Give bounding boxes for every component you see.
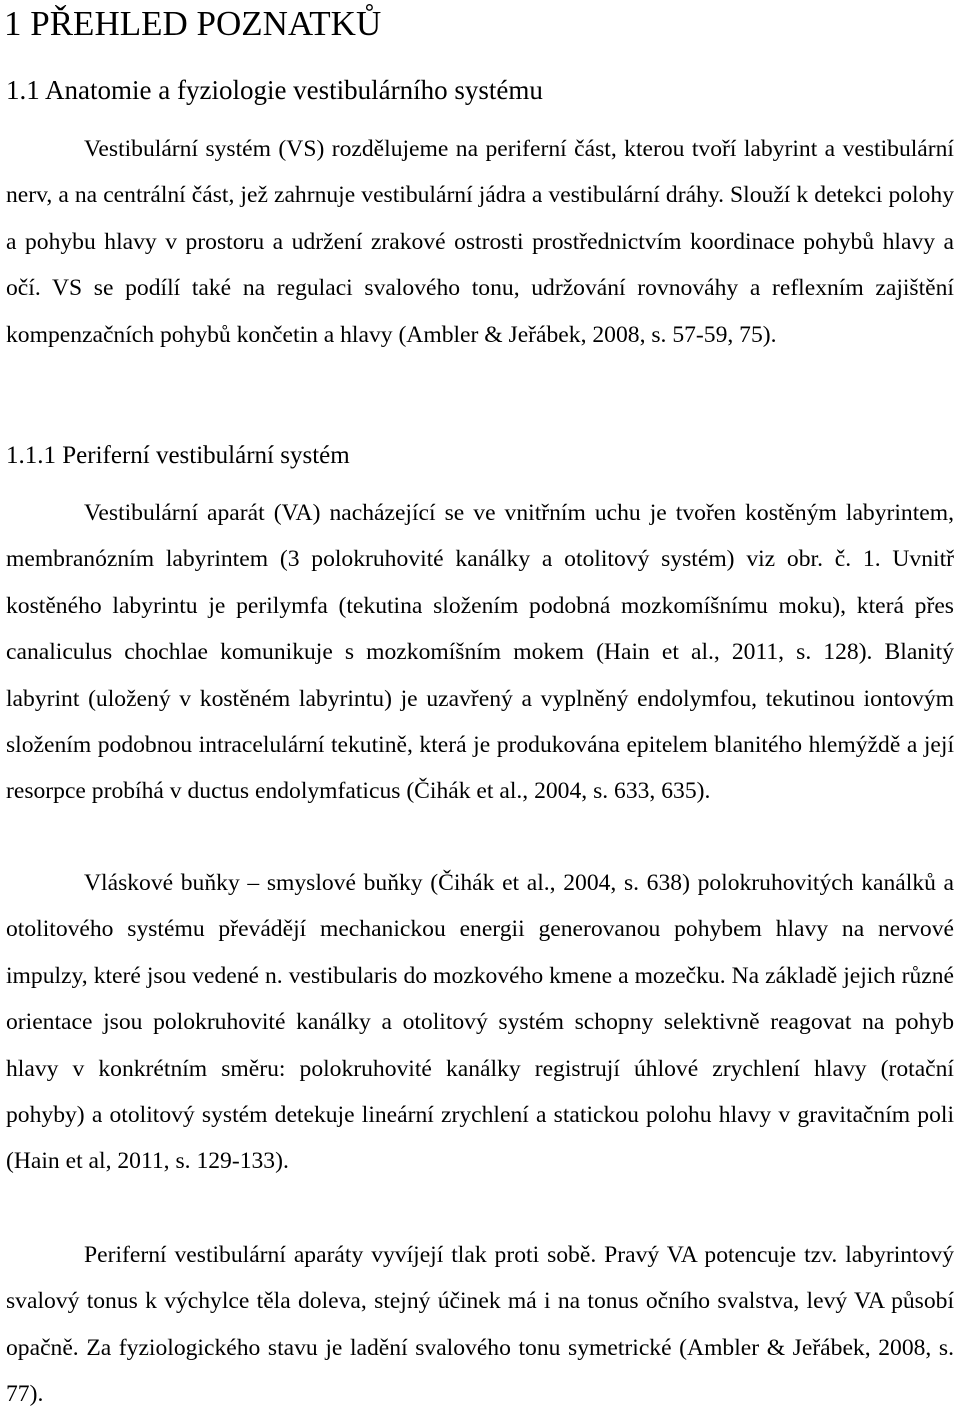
paragraph-body: labyrintem, membranózním labyrintem (3 polokruhovité kanálky a otolitový systém) viz obr. č. 1. Uvnitř kostěného labyrintu je perilymfa (tekutina složením podobná mozkomíšnímu moku), která přes canaliculus chochlae komunikuje s mozkomíšním mokem (Hain et al., 2011, s. 128). Blanitý labyrint (uložený v kostěném labyrintu) je uzavřený a vyplněný endolymfou, tekutinou iontovým složením podobnou intracelulární tekutině, která je produkována epitelem blanitého hlemýždě a její resorpce probíhá v ductus endolymfaticus (Čihák et al., 2004, s. 633, 635). [6, 500, 954, 805]
paragraph-muscle-tone [6, 1232, 954, 1418]
paragraph-vestibular-apparatus [6, 490, 954, 815]
paragraph-first-line: Periferní vestibulární aparáty vyvíjejí tlak proti sobě. Pravý VA potencuje tzv. [84, 1242, 838, 1268]
paragraph-first-line: Vestibulární systém (VS) rozdělujeme na periferní část, kterou tvoří labyrint a [84, 136, 836, 162]
section-heading: 1.1 Anatomie a fyziologie vestibulárního systému [6, 75, 543, 105]
paragraph-hair-cells [6, 860, 954, 1185]
paragraph-first-line: Vestibulární aparát (VA) nacházející se ve vnitřním uchu je tvořen kostěným [84, 500, 837, 526]
paragraph-body: kanálků a otolitového systému převádějí mechanickou energii generovanou pohybem hlavy na nervové impulzy, které jsou vedené n. vestibularis do mozkového kmene a mozečku. Na základě jejich různé orientace jsou polokruhovité kanálky a otolitový systém schopny selektivně reagovat na pohyb hlavy v konkrétním směru: polokruhovité kanálky registrují úhlové zrychlení hlavy (rotační pohyby) a otolitový systém detekuje lineární zrychlení a statickou polohu hlavy v gravitačním poli (Hain et al, 2011, s. 129-133). [6, 870, 954, 1175]
paragraph-first-line: Vláskové buňky – smyslové buňky (Čihák et al., 2004, s. 638) polokruhovitých [84, 870, 854, 896]
subsection-heading: 1.1.1 Periferní vestibulární systém [6, 442, 350, 469]
chapter-heading: 1 PŘEHLED POZNATKŮ [4, 4, 382, 43]
paragraph-body: labyrintový svalový tonus k výchylce těla doleva, stejný účinek má i na tonus očního svalstva, levý VA působí opačně. Za fyziologického stavu je ladění svalového tonu symetrické (Ambler & Jeřábek, 2008, s. 77). [6, 1242, 954, 1408]
paragraph-body: vestibulární nerv, a na centrální část, jež zahrnuje vestibulární jádra a vestibulární dráhy. Slouží k detekci polohy a pohybu hlavy v prostoru a udržení zrakové ostrosti prostřednictvím koordinace pohybů hlavy a očí. VS se podílí také na regulaci svalového tonu, udržování rovnováhy a reflexním zajištění kompenzačních pohybů končetin a hlavy (Ambler & Jeřábek, 2008, s. 57-59, 75). [6, 136, 954, 348]
paragraph-vestibular-system [6, 126, 954, 358]
